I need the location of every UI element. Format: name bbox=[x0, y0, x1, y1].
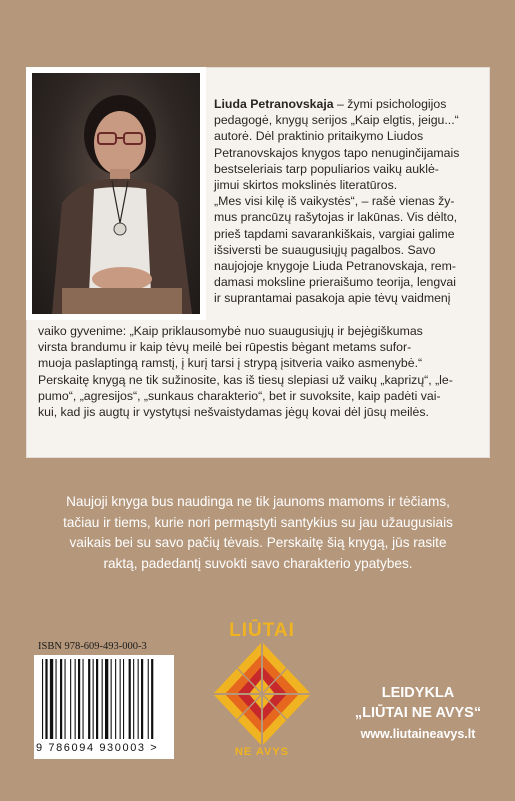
publisher-url: www.liutaineavys.lt bbox=[360, 727, 476, 741]
publisher-logo bbox=[213, 620, 311, 768]
author-photo bbox=[32, 73, 200, 314]
promo-line: vaikais bei su savo pačių tėvais. Perskaitę šią knygą, jūs rasite bbox=[69, 535, 447, 550]
lion-emblem-icon bbox=[213, 642, 311, 746]
promo-text bbox=[30, 492, 486, 574]
author-bio-text-continued bbox=[38, 323, 482, 420]
publisher-label: LEIDYKLA bbox=[381, 685, 455, 701]
bio-line: ir suprantamai pasakoja apie tėvų vaidmenį bbox=[214, 291, 451, 306]
barcode-bars bbox=[34, 655, 174, 741]
bio-line: mus prancūzų rašytojas ir lakūnas. Vis dėlto, bbox=[214, 210, 458, 225]
bio-line: prieš tapdami savarankiškais, vargiai galime bbox=[214, 226, 455, 241]
bio-line: virsta brandumu ir kaip tėvų meilė bei rūpestis bėgant metams sufor- bbox=[38, 340, 412, 355]
bio-line: jimui skirtos mokslinės literatūros. bbox=[214, 178, 398, 193]
bio-line: naujojoje knygoje Liuda Petranovskaja, rem- bbox=[214, 259, 456, 274]
isbn-label: ISBN 978-609-493-000-3 bbox=[38, 641, 147, 652]
bio-line: Petranovskajos knygos tapo nenuginčijamais bbox=[214, 145, 460, 160]
bio-line: autorė. Dėl praktinio pritaikymo Liudos bbox=[214, 129, 424, 144]
author-bio-text bbox=[214, 96, 482, 307]
bio-line: vaiko gyvenime: „Kaip priklausomybė nuo suaugusiųjų ir bejėgiškumas bbox=[38, 324, 423, 338]
bio-line: „Mes visi kilę iš vaikystės“, – rašė vienas žy- bbox=[214, 194, 455, 209]
bio-line: pedagogė, knygų serijos „Kaip elgtis, jeigu...“ bbox=[214, 113, 459, 128]
bio-line: damasi moksline prieraišumo teorija, lengvai bbox=[214, 275, 456, 290]
promo-line: tačiau ir tiems, kurie nori permąstyti santykius su jau užaugusiais bbox=[63, 514, 453, 530]
logo-top-text: LIŪTAI bbox=[229, 620, 295, 641]
bio-line: Perskaitę knygą ne tik sužinosite, kas iš tiesų slepiasi už vaikų „kaprizų“, „le- bbox=[38, 372, 453, 387]
logo-bottom-text: NE AVYS bbox=[234, 746, 290, 758]
bio-line: muoja paslaptingą ramstį, į kurį tarsi į strypą įsitveria vaiko asmenybė.“ bbox=[38, 356, 423, 371]
bio-line: kui, kad jis augtų ir vystytųsi nešvaistydamas jėgų kovai dėl jūsų meilės. bbox=[38, 405, 429, 420]
publisher-name: „LIŪTAI NE AVYS“ bbox=[354, 705, 482, 721]
author-name: Liuda Petranovskaja bbox=[214, 97, 334, 111]
author-photo-frame bbox=[26, 67, 206, 320]
promo-line: Naujoji knyga bus naudinga ne tik jaunoms mamoms ir tėčiams, bbox=[66, 494, 450, 509]
publisher-info bbox=[340, 683, 496, 745]
barcode-digits: 9 786094 930003 > bbox=[36, 742, 159, 754]
bio-line: – žymi psichologijos bbox=[333, 97, 447, 111]
bio-line: bestseleriais tarp populiarios vaikų auklė- bbox=[214, 161, 439, 176]
bio-line: išsiversti be suaugusiųjų pagalbos. Savo bbox=[214, 242, 436, 257]
promo-line: raktą, padedantį suvokti savo charakterio ypatybes. bbox=[103, 555, 413, 571]
bio-line: pumo“, „agresijos“, „sunkaus charakterio“, bet ir suvoksite, kaip padėti vai- bbox=[38, 388, 441, 403]
